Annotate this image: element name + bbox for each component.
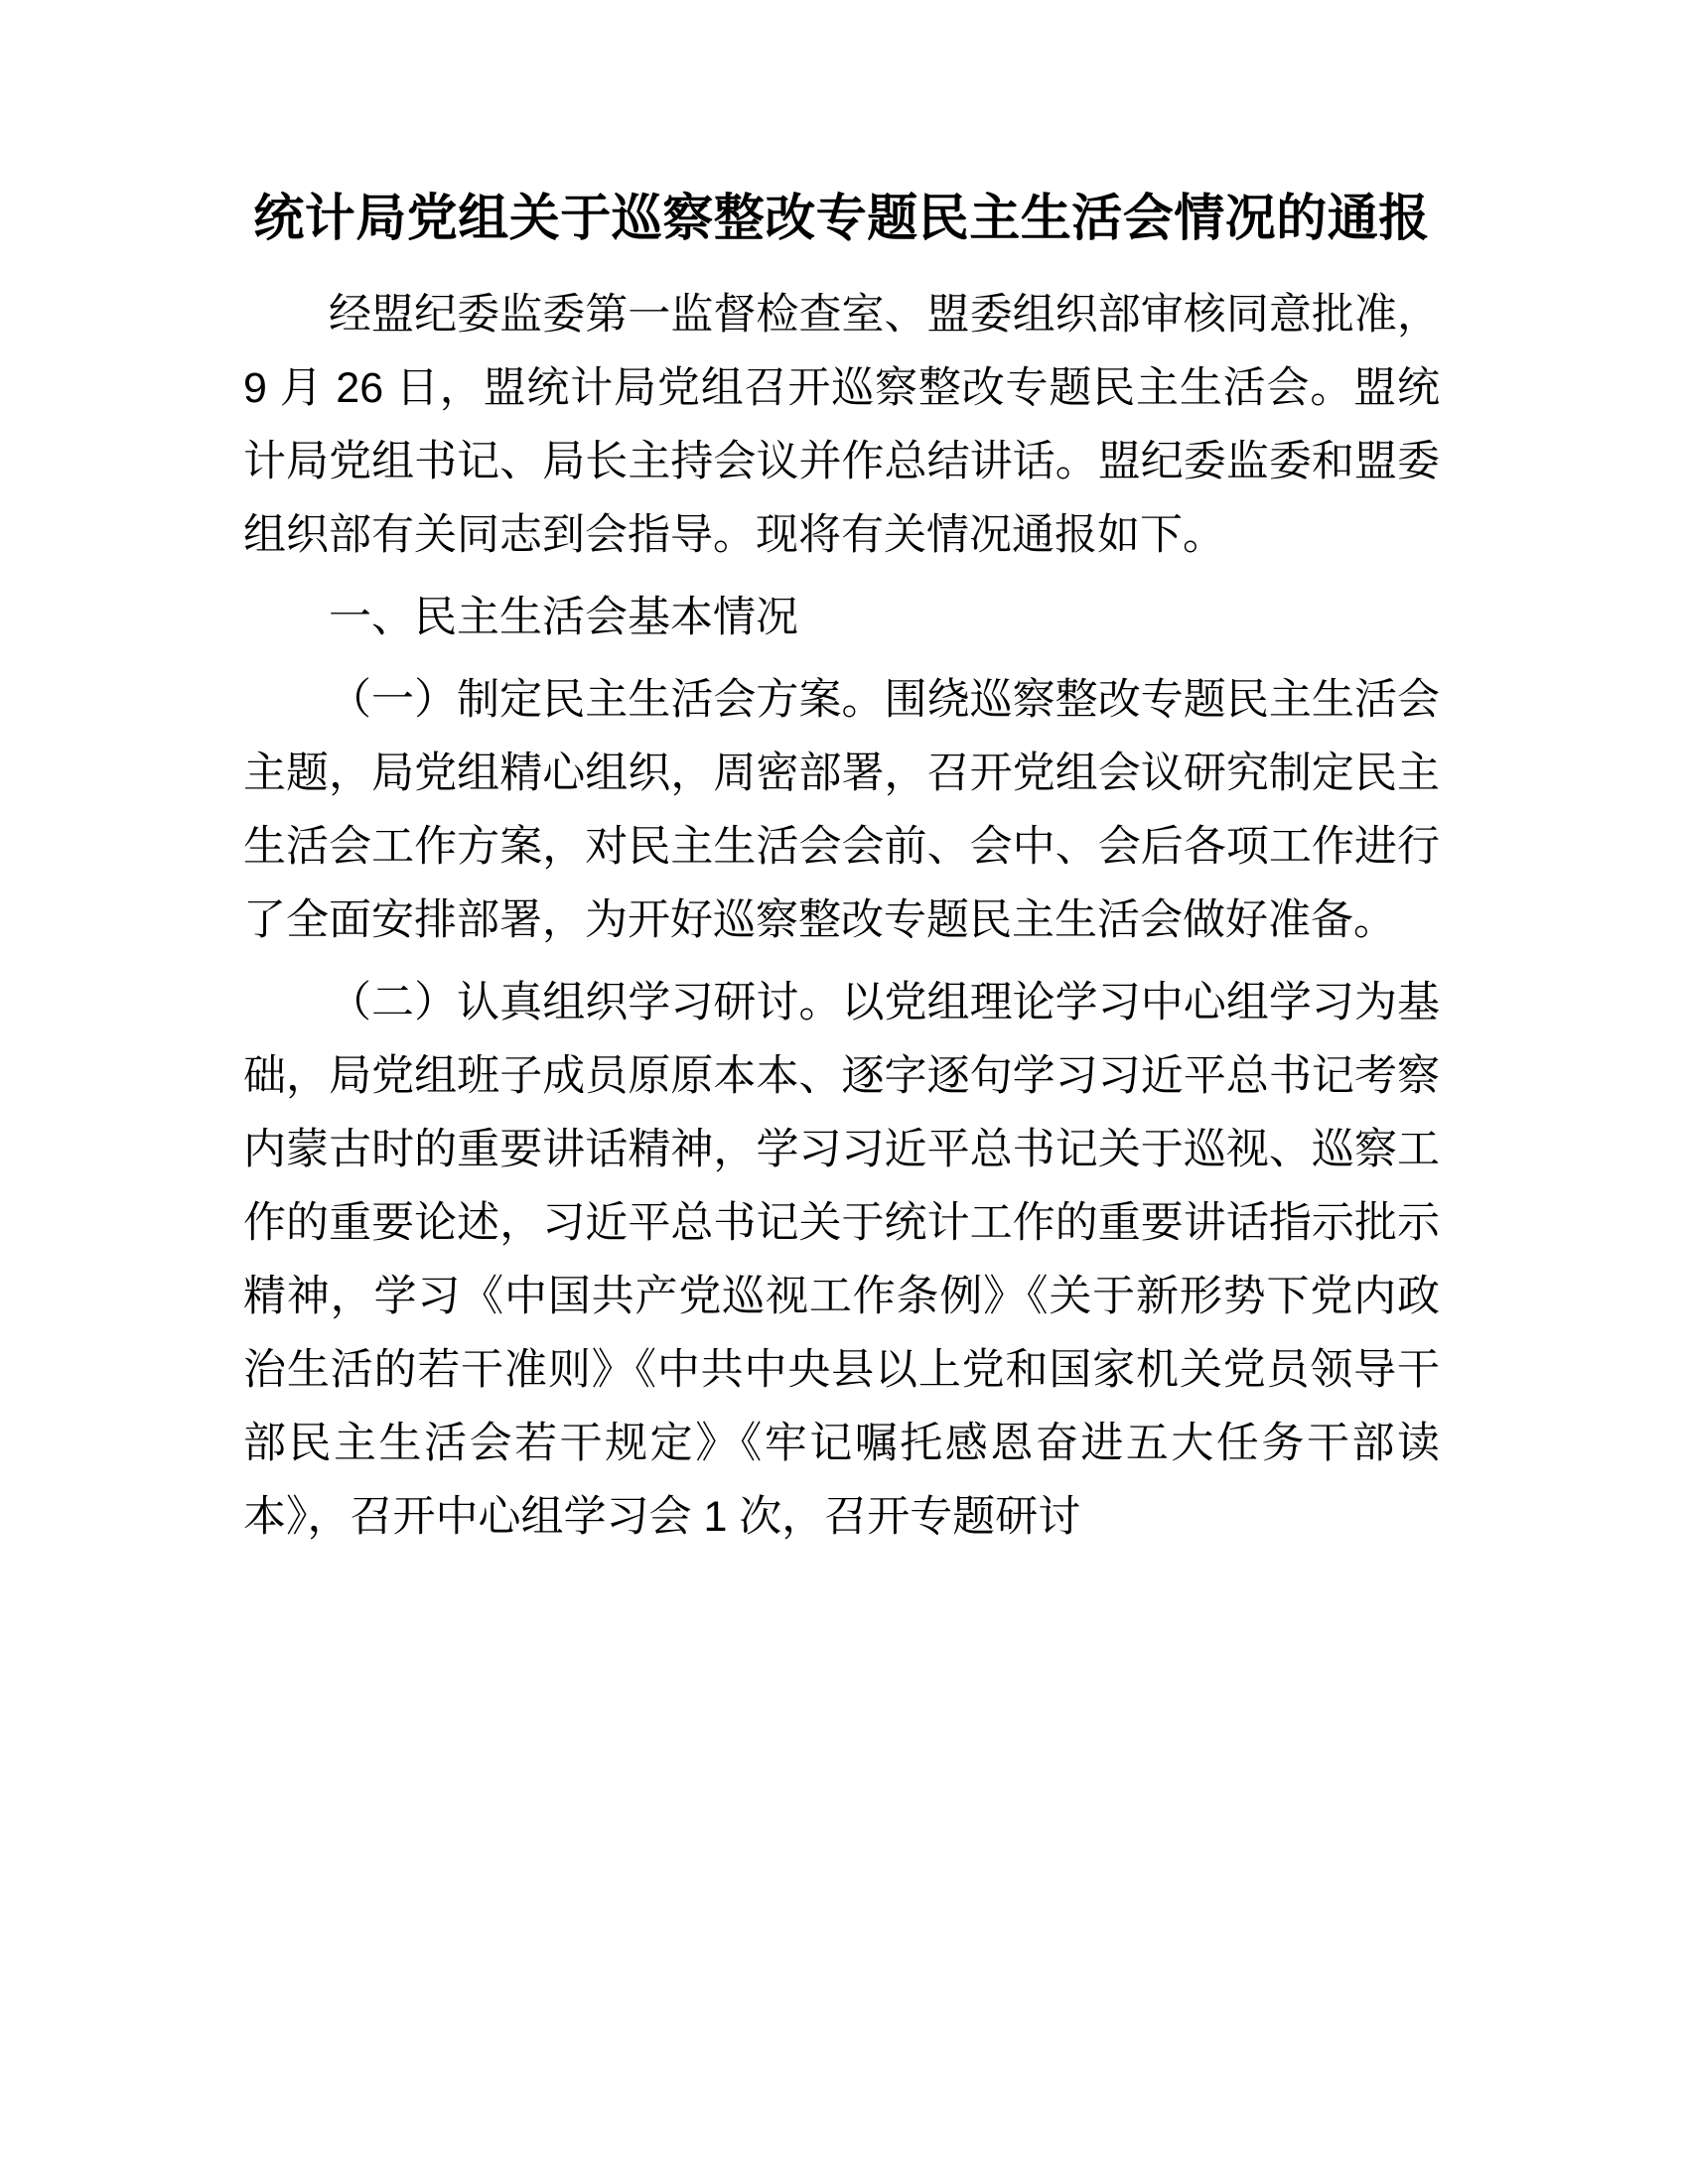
section-heading-one: 一、民主生活会基本情况 bbox=[329, 594, 798, 642]
paragraph-intro: 经盟纪委监委第一监督检查室、盟委组织部审核同意批准，9 月 26 日，盟统计局党组召开巡察整改专题民主生活会。盟统计局党组书记、局长主持会议并作总结讲话。盟纪委监委和盟委组织部有关同志到会指导。现将有关情况通报如下。 bbox=[243, 291, 1440, 560]
document-body bbox=[243, 184, 1440, 1564]
paragraph-item-one: （一）制定民主生活会方案。围绕巡察整改专题民主生活会主题，局党组精心组织，周密部署，召开党组会议研究制定民主生活会工作方案，对民主生活会会前、会中、会后各项工作进行了全面安排部署，为开好巡察整改专题民主生活会做好准备。 bbox=[243, 676, 1440, 944]
page-title: 统计局党组关于巡察整改专题民主生活会情况的通报 bbox=[253, 190, 1430, 246]
paragraph-item-two: （二）认真组织学习研讨。以党组理论学习中心组学习为基础，局党组班子成员原原本本、逐字逐句学习习近平总书记考察内蒙古时的重要讲话精神，学习习近平总书记关于巡视、巡察工作的重要论述，习近平总书记关于统计工作的重要讲话指示批示精神，学习《中国共产党巡视工作条例》《关于新形势下党内政治生活的若干准则》《中共中央县以上党和国家机关党员领导干部民主生活会若干规定》《牢记嘱托感恩奋进五大任务干部读本》，召开中心组学习会 1 次，召开专题研讨 bbox=[243, 978, 1440, 1541]
